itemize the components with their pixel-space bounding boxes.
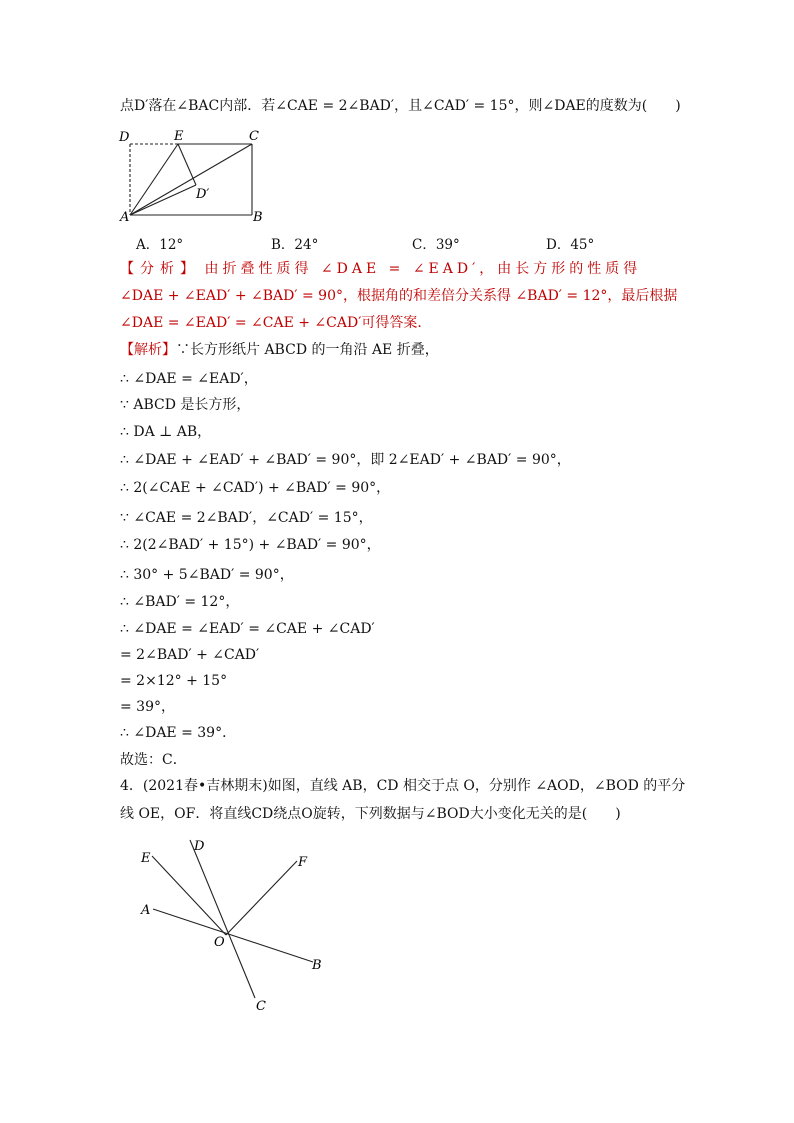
segment-AE bbox=[130, 144, 178, 215]
label-A: A bbox=[120, 210, 130, 225]
analysis-line-2: ∠DAE + ∠EAD′ + ∠BAD′ = 90°，根据角的和差倍分关系得 ∠BAD′ = 12°，最后根据 bbox=[120, 288, 678, 304]
label-B2: B bbox=[312, 958, 322, 973]
line-AB bbox=[153, 909, 313, 962]
solution-answer: 故选：C． bbox=[120, 752, 187, 768]
label-B: B bbox=[253, 210, 263, 225]
label-O2: O bbox=[214, 935, 225, 950]
segment-ED-prime bbox=[178, 144, 196, 185]
label-E: E bbox=[174, 129, 184, 144]
solution-tag: 【解析】 bbox=[120, 342, 176, 358]
solution-line-14: ∴ ∠DAE = 39°． bbox=[120, 725, 237, 741]
solution-line-4: ∴ ∠DAE + ∠EAD′ + ∠BAD′ = 90°，即 2∠EAD′ + ∠BAD′ = 90°， bbox=[120, 452, 571, 468]
analysis-text-1: 由折叠性质得 ∠DAE = ∠EAD′，由长方形的性质得 bbox=[204, 261, 642, 277]
solution-line-11: = 2∠BAD′ + ∠CAD′ bbox=[120, 647, 260, 663]
solution-line-5: ∴ 2(∠CAE + ∠CAD′) + ∠BAD′ = 90°， bbox=[120, 480, 391, 496]
analysis-tag: 【分析】 bbox=[120, 261, 200, 277]
option-d: D．45° bbox=[546, 237, 595, 253]
option-c: C．39° bbox=[412, 237, 460, 253]
solution-line-12: = 2×12° + 15° bbox=[120, 673, 228, 689]
solution-line-7: ∴ 2(2∠BAD′ + 15°) + ∠BAD′ = 90°， bbox=[120, 537, 381, 553]
option-a: A．12° bbox=[136, 237, 184, 253]
label-A2: A bbox=[141, 903, 151, 918]
label-C2: C bbox=[256, 999, 266, 1014]
solution-line-2: ∵ ABCD 是长方形， bbox=[120, 397, 251, 413]
label-E2: E bbox=[141, 851, 151, 866]
label-D: D bbox=[119, 130, 130, 145]
analysis-line-3: ∠DAE = ∠EAD′ = ∠CAE + ∠CAD′可得答案． bbox=[120, 315, 432, 331]
solution-line-13: = 39°， bbox=[120, 699, 175, 715]
label-D-prime: D′ bbox=[196, 187, 210, 202]
solution-line-0 bbox=[120, 340, 439, 360]
option-b: B．24° bbox=[271, 237, 319, 253]
line-CD bbox=[190, 840, 255, 998]
segment-AD-prime bbox=[130, 185, 196, 215]
label-C: C bbox=[249, 129, 259, 144]
solution-line-6: ∵ ∠CAE = 2∠BAD′，∠CAD′ = 15°， bbox=[120, 510, 373, 526]
q3-stem: 点D′落在∠BAC内部．若∠CAE = 2∠BAD′，且∠CAD′ = 15°，则∠DAE的度数为( ) bbox=[120, 98, 681, 114]
label-D2: D bbox=[194, 839, 205, 854]
solution-text-0: ∵长方形纸片 ABCD 的一角沿 AE 折叠， bbox=[176, 342, 439, 358]
q4-line-2: 线 OE，OF．将直线CD绕点O旋转，下列数据与∠BOD大小变化无关的是( ) bbox=[120, 806, 621, 822]
analysis-line-1 bbox=[120, 259, 641, 279]
ray-OE bbox=[152, 856, 226, 935]
solution-line-10: ∴ ∠DAE = ∠EAD′ = ∠CAE + ∠CAD′ bbox=[120, 621, 375, 637]
label-F2: F bbox=[298, 855, 308, 870]
segment-AC bbox=[130, 144, 252, 215]
solution-line-3: ∴ DA ⊥ AB， bbox=[120, 424, 212, 440]
ray-OF bbox=[226, 861, 297, 935]
solution-line-8: ∴ 30° + 5∠BAD′ = 90°， bbox=[120, 567, 294, 583]
solution-line-9: ∴ ∠BAD′ = 12°， bbox=[120, 594, 240, 610]
q4-line-1: 4．(2021春•吉林期末)如图，直线 AB，CD 相交于点 O，分别作 ∠AOD，∠BOD 的平分 bbox=[120, 778, 686, 794]
solution-line-1: ∴ ∠DAE = ∠EAD′， bbox=[120, 371, 258, 387]
